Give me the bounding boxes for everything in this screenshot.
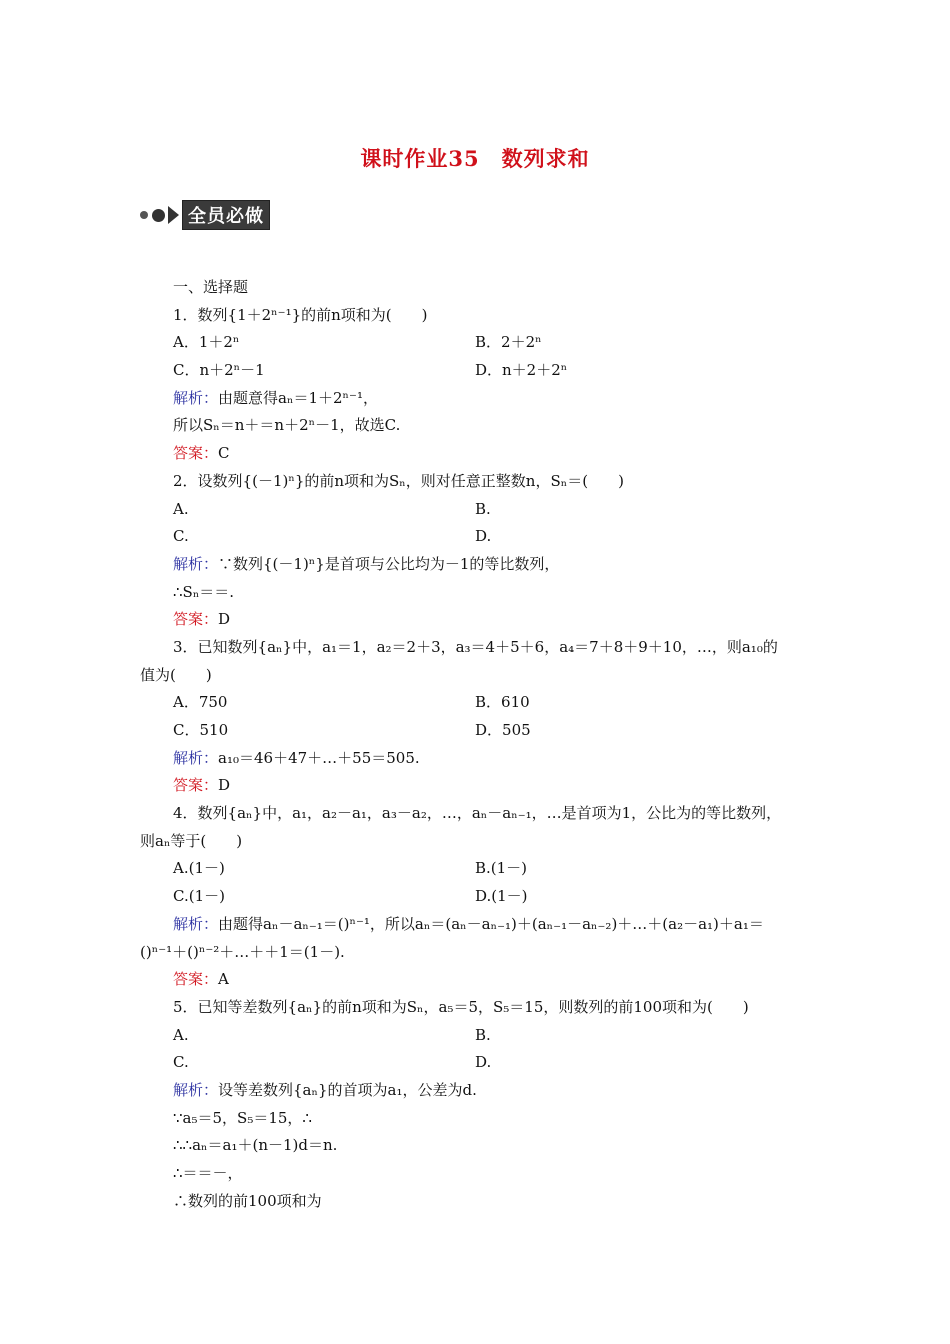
option-row [140,523,830,551]
option-text: B．610 [475,693,530,712]
analysis-label: 解析： [173,748,219,767]
option-text: A．1＋2ⁿ [173,333,240,352]
analysis-line [140,1077,830,1105]
text-line: 5．已知等差数列{aₙ}的前n项和为Sₙ，a₅＝5，S₅＝15，则数列的前100项和为( ) [173,997,749,1016]
option-row [140,855,830,883]
text-line: 3．已知数列{aₙ}中，a₁＝1，a₂＝2＋3，a₃＝4＋5＋6，a₄＝7＋8＋9＋10，…，则a₁₀的 [173,637,778,656]
text-line: ∴＝＝－， [173,1164,243,1182]
line-text: ∵数列{(－1)ⁿ}是首项与公比均为－1的等比数列， [218,554,560,573]
answer-line [140,966,830,994]
line-text: 设等差数列{aₙ}的首项为a₁，公差为d. [218,1080,477,1099]
text-line: ()ⁿ⁻¹＋()ⁿ⁻²＋…＋＋1＝(1－). [140,942,345,961]
option-text: B. [475,1025,491,1044]
text-line: ∵a₅＝5，S₅＝15，∴ [173,1108,312,1127]
option-text: D. [475,1053,492,1072]
option-row [140,496,830,524]
option-row [140,883,830,911]
option-text: D.(1－) [475,887,528,906]
answer-label: 答案： [173,970,219,989]
page-title: 课时作业35 数列求和 [360,146,590,171]
option-row [140,689,830,717]
option-text: D．n＋2＋2ⁿ [475,361,568,380]
line-text: C [218,444,230,463]
text-line: 则aₙ等于( ) [140,831,243,850]
large-dot-icon [152,209,165,222]
banner-label: 全员必做 [182,200,270,230]
option-text: C．510 [173,721,229,739]
option-row [140,1022,830,1050]
line-text: A [218,970,229,989]
answer-label: 答案： [173,610,219,629]
analysis-label: 解析： [173,388,219,407]
line-text: a₁₀＝46＋47＋…＋55＝505. [218,748,420,767]
option-text: D. [475,527,492,546]
option-row [140,717,830,745]
option-text: A. [173,1025,189,1044]
line-text: 由题意得aₙ＝1＋2ⁿ⁻¹， [218,388,378,407]
option-text: A.(1－) [173,859,225,878]
text-line: 值为( ) [140,665,212,684]
text-line: ∴∴aₙ＝a₁＋(n－1)d＝n. [173,1136,338,1155]
text-line: 4．数列{aₙ}中，a₁，a₂－a₁，a₃－a₂，…，aₙ－aₙ₋₁，…是首项为1，公比为的等比数列， [173,804,782,823]
option-text: B．2＋2ⁿ [475,333,542,352]
option-text: C．n＋2ⁿ－1 [173,361,265,380]
analysis-label: 解析： [173,914,219,933]
text-line: 2．设数列{(－1)ⁿ}的前n项和为Sₙ，则对任意正整数n，Sₙ＝( ) [173,471,624,490]
answer-line [140,772,830,800]
analysis-line [140,551,830,579]
answer-line [140,440,830,468]
small-dot-icon [140,211,148,219]
line-text: D [218,610,231,629]
line-text: 由题得aₙ－aₙ₋₁＝()ⁿ⁻¹，所以aₙ＝(aₙ－aₙ₋₁)＋(aₙ₋₁－aₙ₋₂)＋…＋(a₂－a₁)＋a₁＝ [218,914,764,933]
option-text: C. [173,1053,189,1072]
option-row [140,1049,830,1077]
analysis-label: 解析： [173,1080,219,1099]
text-line: ∴Sₙ＝＝. [173,582,235,601]
option-text: B.(1－) [475,859,528,878]
analysis-line [140,911,830,939]
option-row [140,329,830,357]
option-text: C.(1－) [173,887,225,906]
option-text: D．505 [475,721,531,739]
answer-label: 答案： [173,444,219,463]
option-row [140,357,830,385]
text-line: 一、选择题 [173,278,249,296]
analysis-label: 解析： [173,554,219,573]
arrow-right-icon [168,206,179,224]
answer-label: 答案： [173,776,219,795]
text-line: 所以Sₙ＝n＋＝n＋2ⁿ－1，故选C. [173,416,401,435]
analysis-line [140,745,830,773]
exercise-content [140,274,830,1215]
option-text: A．750 [173,693,228,712]
option-text: A. [173,499,189,518]
option-text: C. [173,527,189,546]
text-line: ∴数列的前100项和为 [173,1191,322,1210]
line-text: D [218,776,231,795]
analysis-line [140,385,830,413]
section-banner [140,202,270,228]
answer-line [140,606,830,634]
option-text: B. [475,499,491,518]
text-line: 1．数列{1＋2ⁿ⁻¹}的前n项和为( ) [173,305,428,324]
